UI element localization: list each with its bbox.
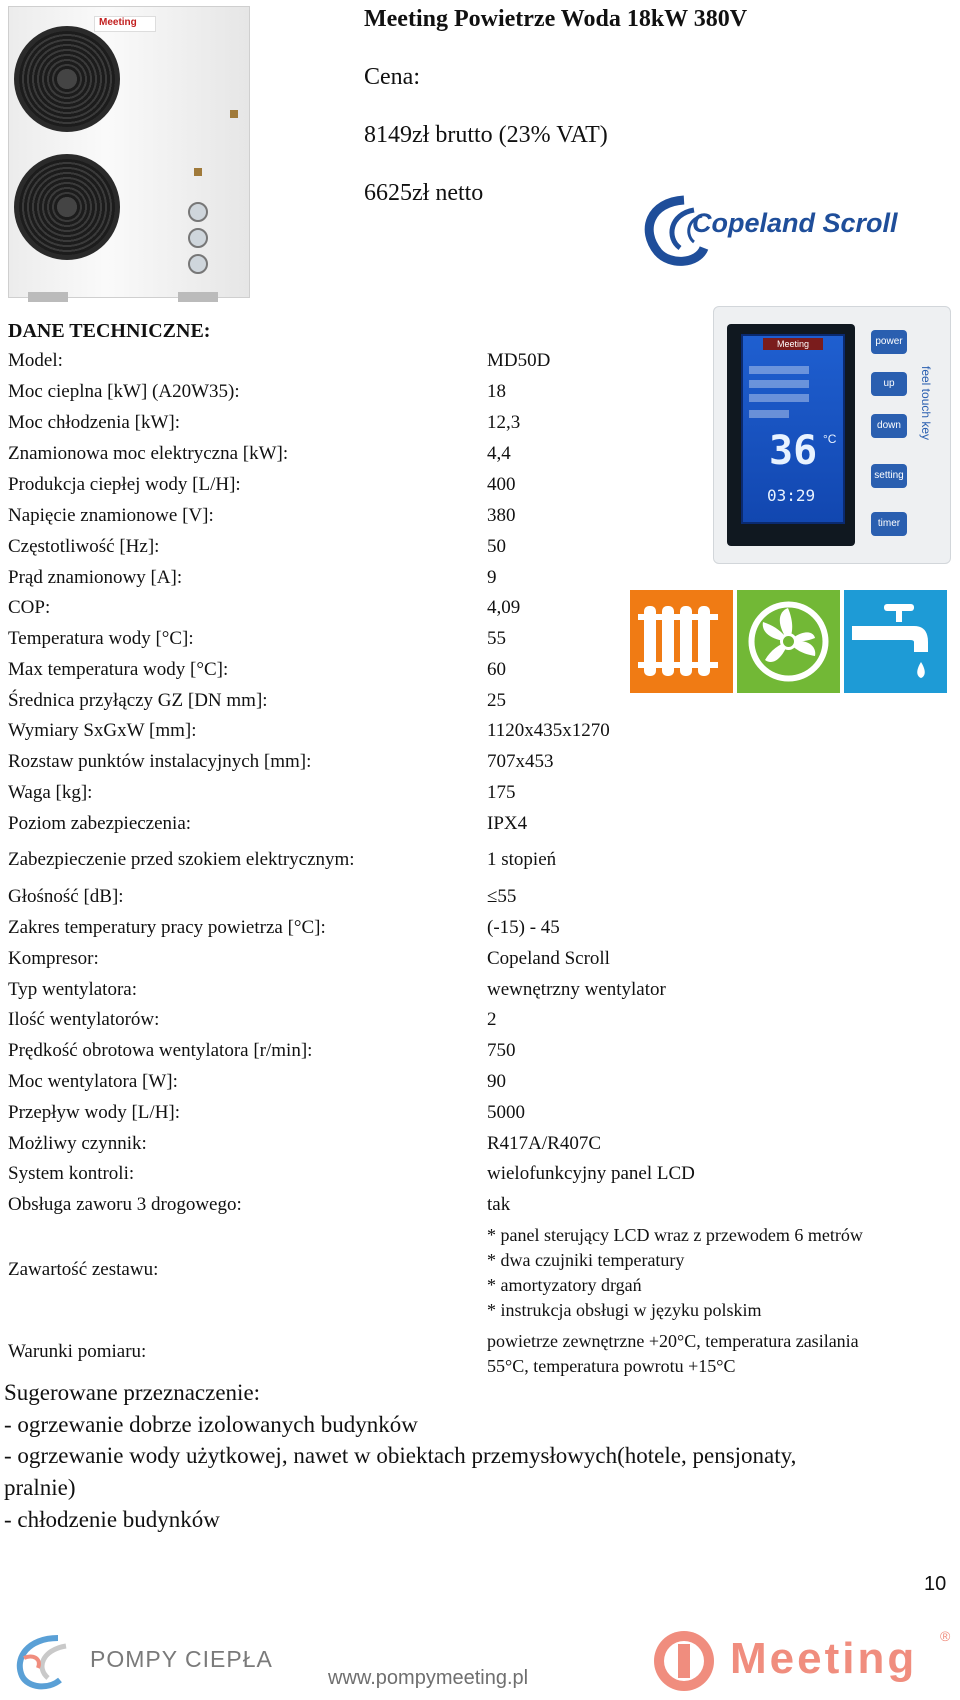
fan-top	[14, 26, 120, 132]
spec-value: 175	[487, 782, 516, 803]
spec-label: Moc cieplna [kW] (A20W35):	[8, 381, 240, 402]
controller-side-label: feel touch key	[919, 366, 933, 441]
usage-line: - ogrzewanie wody użytkowej, nawet w obiektach przemysłowych(hotele, pensjonaty,	[4, 1443, 797, 1468]
product-title: Meeting Powietrze Woda 18kW 380V	[364, 6, 748, 32]
controller-timer-button: timer	[871, 512, 907, 536]
pipe-port-2	[194, 168, 202, 176]
unit-foot-right	[178, 292, 218, 302]
radiator-icon	[630, 590, 733, 693]
fan-bottom	[14, 154, 120, 260]
spec-label: Napięcie znamionowe [V]:	[8, 505, 214, 526]
controller-lcd	[741, 334, 845, 524]
spec-label: System kontroli:	[8, 1163, 135, 1184]
contents-label: Zawartość zestawu:	[8, 1259, 159, 1280]
contents-item: * instrukcja obsługi w języku polskim	[487, 1300, 762, 1320]
spec-value: R417A/R407C	[487, 1133, 602, 1154]
lcd-controller-image	[713, 306, 949, 562]
spec-label: Prąd znamionowy [A]:	[8, 567, 183, 588]
spec-value: 4,4	[487, 443, 511, 464]
spec-value: 18	[487, 381, 506, 402]
page-number: 10	[924, 1573, 947, 1595]
contents-item: * panel sterujący LCD wraz z przewodem 6 metrów	[487, 1225, 863, 1245]
lcd-indicator-line	[749, 380, 809, 388]
spec-value: 55	[487, 628, 506, 649]
controller-setting-button: setting	[871, 464, 907, 488]
spec-value: 4,09	[487, 597, 521, 618]
pompy-ciepla-text: POMPY CIEPŁA	[90, 1646, 273, 1672]
spec-label: COP:	[8, 597, 51, 618]
spec-value: MD50D	[487, 350, 551, 371]
spec-value: 1 stopień	[487, 849, 557, 870]
measurement-line: 55°C, temperatura powrotu +15°C	[487, 1356, 736, 1376]
footer-website-url: www.pompymeeting.pl	[328, 1667, 529, 1689]
spec-value: 50	[487, 536, 506, 557]
spec-value: 380	[487, 505, 516, 526]
spec-label: Możliwy czynnik:	[8, 1133, 147, 1154]
spec-value: IPX4	[487, 813, 528, 834]
controller-down-button: down	[871, 414, 907, 438]
spec-label: Moc wentylatora [W]:	[8, 1071, 178, 1092]
spec-label: Znamionowa moc elektryczna [kW]:	[8, 443, 289, 464]
spec-label: Częstotliwość [Hz]:	[8, 536, 160, 557]
copeland-scroll-logo	[640, 190, 940, 270]
pipe-port-1	[230, 110, 238, 118]
spec-label: Średnica przyłączy GZ [DN mm]:	[8, 690, 268, 711]
spec-value: 12,3	[487, 412, 521, 433]
spec-value: tak	[487, 1194, 511, 1215]
usage-line: - ogrzewanie dobrze izolowanych budynków	[4, 1412, 418, 1437]
spec-label: Max temperatura wody [°C]:	[8, 659, 229, 680]
price-gross: 8149zł brutto (23% VAT)	[364, 122, 608, 148]
controller-up-button: up	[871, 372, 907, 396]
controller-power-button: power	[871, 330, 907, 354]
usage-line: pralnie)	[4, 1475, 76, 1500]
lcd-temperature: 36	[769, 428, 818, 474]
spec-value: 90	[487, 1071, 506, 1092]
lcd-temperature-unit: °C	[823, 432, 837, 446]
water-tap-icon	[844, 590, 947, 693]
lcd-time: 03:29	[767, 486, 816, 505]
spec-value: 2	[487, 1009, 497, 1030]
spec-label: Typ wentylatora:	[8, 979, 137, 1000]
spec-label: Rozstaw punktów instalacyjnych [mm]:	[8, 751, 312, 772]
spec-label: Model:	[8, 350, 63, 371]
unit-foot-left	[28, 292, 68, 302]
spec-value: 400	[487, 474, 516, 495]
gauge-3	[188, 254, 208, 274]
spec-value: (-15) - 45	[487, 917, 560, 938]
spec-label: Obsługa zaworu 3 drogowego:	[8, 1194, 242, 1215]
contents-item: * dwa czujniki temperatury	[487, 1250, 685, 1270]
spec-label: Moc chłodzenia [kW]:	[8, 412, 180, 433]
lcd-indicator-line	[749, 394, 809, 402]
contents-list	[487, 1223, 863, 1323]
gauge-1	[188, 202, 208, 222]
spec-value: Copeland Scroll	[487, 948, 610, 969]
unit-brand-plate	[94, 16, 156, 32]
unit-brand-text: Meeting	[99, 17, 137, 28]
measurement-text	[487, 1329, 859, 1379]
spec-value: ≤55	[487, 886, 517, 907]
spec-label: Temperatura wody [°C]:	[8, 628, 194, 649]
fan-icon	[737, 590, 840, 693]
usage-line: - chłodzenie budynków	[4, 1507, 220, 1532]
meeting-logo-text: Meeting	[730, 1634, 918, 1683]
spec-value: 1120x435x1270	[487, 720, 610, 741]
specs-heading: DANE TECHNICZNE:	[8, 320, 211, 342]
spec-label: Zabezpieczenie przed szokiem elektrycznym:	[8, 849, 355, 870]
spec-value: 9	[487, 567, 497, 588]
lcd-indicator-line	[749, 410, 789, 418]
spec-value: 707x453	[487, 751, 554, 772]
price-net: 6625zł netto	[364, 180, 484, 206]
lcd-indicator-line	[749, 366, 809, 374]
usage-heading: Sugerowane przeznaczenie:	[4, 1380, 261, 1405]
spec-label: Kompresor:	[8, 948, 99, 969]
spec-label: Zakres temperatury pracy powietrza [°C]:	[8, 917, 326, 938]
lcd-brand: Meeting	[763, 338, 823, 350]
heat-pump-unit-image	[8, 6, 248, 306]
copeland-logo-text: Copeland Scroll	[692, 208, 898, 238]
contents-item: * amortyzatory drgań	[487, 1275, 642, 1295]
spec-value: 5000	[487, 1102, 525, 1123]
measurement-label: Warunki pomiaru:	[8, 1341, 147, 1362]
controller-screen-bezel	[727, 324, 855, 546]
spec-value: 60	[487, 659, 506, 680]
spec-label: Poziom zabezpieczenia:	[8, 813, 192, 834]
spec-label: Ilość wentylatorów:	[8, 1009, 160, 1030]
price-label: Cena:	[364, 64, 420, 90]
registered-mark: ®	[940, 1628, 951, 1644]
spec-label: Produkcja ciepłej wody [L/H]:	[8, 474, 241, 495]
spec-label: Waga [kg]:	[8, 782, 93, 803]
spec-label: Przepływ wody [L/H]:	[8, 1102, 181, 1123]
spec-value: 750	[487, 1040, 516, 1061]
spec-value: wielofunkcyjny panel LCD	[487, 1163, 695, 1184]
spec-value: 25	[487, 690, 506, 711]
spec-label: Wymiary SxGxW [mm]:	[8, 720, 197, 741]
spec-label: Głośność [dB]:	[8, 886, 124, 907]
measurement-line: powietrze zewnętrzne +20°C, temperatura zasilania	[487, 1331, 859, 1351]
gauge-2	[188, 228, 208, 248]
spec-label: Prędkość obrotowa wentylatora [r/min]:	[8, 1040, 313, 1061]
spec-value: wewnętrzny wentylator	[487, 979, 666, 1000]
